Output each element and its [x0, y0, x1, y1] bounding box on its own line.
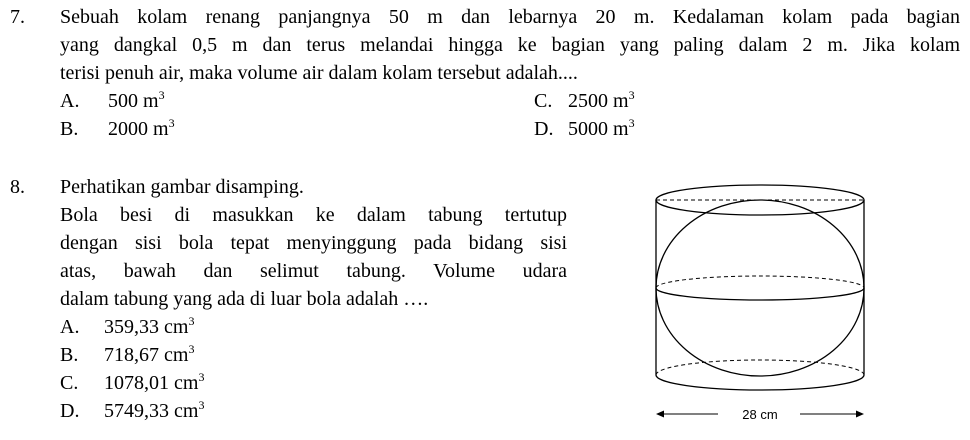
question-7-text-line-2: yang dangkal 0,5 m dan terus melandai hingga ke bagian yang paling dalam 2 m. Jika kolam — [60, 34, 960, 56]
sphere-equator-front — [656, 288, 864, 300]
q7-option-b — [60, 116, 175, 141]
q8-option-c — [60, 370, 205, 395]
option-letter: B. — [60, 118, 79, 140]
q8-option-a — [60, 314, 195, 339]
option-value: 359,33 $cm^3$ — [104, 314, 195, 338]
question-8-text-line-4: atas, bawah dan selimut tabung. Volume udara — [60, 260, 567, 282]
q7-option-d — [534, 116, 635, 141]
q8-option-b — [60, 342, 195, 367]
question-8-text-line-2: Bola besi di masukkan ke dalam tabung tertutup — [60, 204, 567, 226]
option-letter: D. — [534, 118, 554, 140]
option-letter: D. — [60, 400, 80, 422]
option-letter: C. — [534, 90, 553, 112]
q7-option-a — [60, 88, 165, 113]
question-7-text-line-3: terisi penuh air, maka volume air dalam kolam tersebut adalah.... — [60, 62, 578, 84]
dimension-arrowhead-left — [656, 411, 664, 418]
option-value: 5749,33 $cm^3$ — [104, 398, 205, 422]
option-letter: C. — [60, 372, 79, 394]
option-value: 5000 $m^3$ — [568, 116, 635, 140]
sphere-equator-back — [656, 276, 864, 288]
question-8-text-line-5: dalam tabung yang ada di luar bola adalah …. — [60, 288, 429, 310]
question-8-text-line-3: dengan sisi bola tepat menyinggung pada bidang sisi — [60, 232, 567, 254]
option-value: 2000 $m^3$ — [108, 116, 175, 140]
question-7-text-line-1: Sebuah kolam renang panjangnya 50 m dan lebarnya 20 m. Kedalaman kolam pada bagian — [60, 6, 960, 28]
option-letter: A. — [60, 316, 80, 338]
question-8-number: 8. — [10, 176, 25, 198]
cylinder-bottom-front — [656, 375, 864, 390]
option-letter: B. — [60, 344, 79, 366]
option-value: 2500 $m^3$ — [568, 88, 635, 112]
q7-option-c — [534, 88, 635, 113]
option-value: 718,67 $cm^3$ — [104, 342, 195, 366]
option-value: 500 $m^3$ — [108, 88, 165, 112]
sphere-outline — [656, 200, 864, 376]
question-7-number: 7. — [10, 6, 25, 28]
option-letter: A. — [60, 90, 80, 112]
sphere-in-cylinder-figure — [640, 170, 880, 435]
cylinder-bottom-back — [656, 360, 864, 375]
dimension-label: 28 cm — [742, 407, 778, 422]
q8-option-d — [60, 398, 205, 423]
option-value: 1078,01 $cm^3$ — [104, 370, 205, 394]
dimension-arrowhead-right — [856, 411, 864, 418]
question-8-text-line-1: Perhatikan gambar disamping. — [60, 176, 304, 198]
